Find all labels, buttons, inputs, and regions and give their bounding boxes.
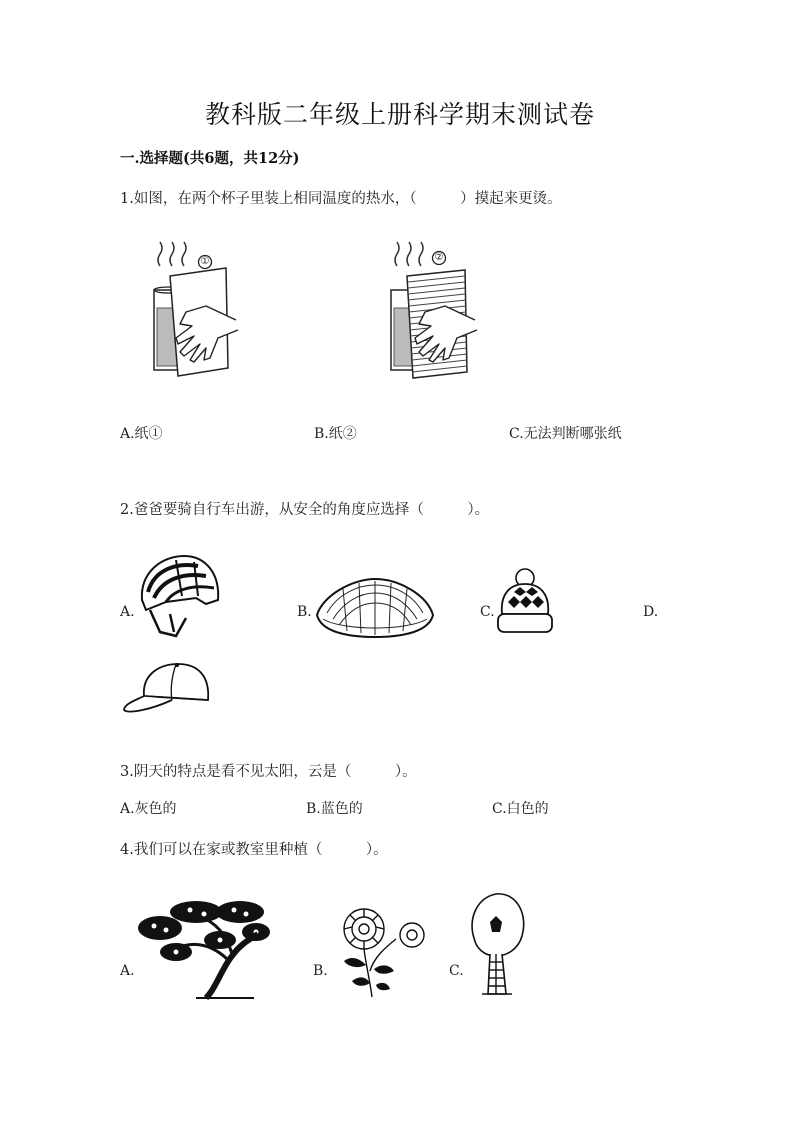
question-1-text: 1.如图，在两个杯子里装上相同温度的热水，（ ）摸起来更烫。 [120, 191, 562, 207]
pine-tree-bonsai-icon [136, 898, 274, 1000]
q1-option-b[interactable]: B.纸② [314, 426, 357, 442]
q4-option-a[interactable]: A. [120, 963, 135, 979]
question-4-text: 4.我们可以在家或教室里种植（ ）。 [120, 842, 388, 858]
q3-option-b[interactable]: B.蓝色的 [306, 801, 363, 817]
q2-option-b[interactable]: B. [297, 604, 312, 620]
figure-label-2: ② [434, 252, 444, 263]
q2-option-a[interactable]: A. [120, 604, 135, 620]
figure-label-1: ① [200, 256, 210, 267]
q3-option-a[interactable]: A.灰色的 [120, 801, 177, 817]
q1-option-c[interactable]: C.无法判断哪张纸 [509, 426, 622, 442]
chrysanthemum-flower-icon [330, 905, 434, 999]
q2-option-d[interactable]: D. [643, 604, 659, 620]
q4-option-c[interactable]: C. [449, 963, 464, 979]
q1-option-a[interactable]: A.纸① [120, 426, 163, 442]
knit-beanie-icon [494, 568, 556, 638]
question-2-text: 2.爸爸要骑自行车出游，从安全的角度应选择（ ）。 [120, 502, 490, 518]
q2-option-c[interactable]: C. [480, 604, 495, 620]
question-3-text: 3.阴天的特点是看不见太阳，云是（ ）。 [120, 764, 417, 780]
q3-option-c[interactable]: C.白色的 [492, 801, 549, 817]
q4-option-b[interactable]: B. [313, 963, 328, 979]
tall-tree-icon [466, 890, 528, 998]
page-title: 教科版二年级上册科学期末测试卷 [204, 100, 595, 129]
baseball-cap-icon [120, 660, 214, 716]
cup-with-corrugated-paper-illustration [385, 248, 485, 383]
bicycle-helmet-icon [136, 552, 222, 640]
section-heading: 一.选择题(共6题，共12分) [120, 150, 300, 167]
woven-straw-hat-icon [313, 575, 437, 641]
